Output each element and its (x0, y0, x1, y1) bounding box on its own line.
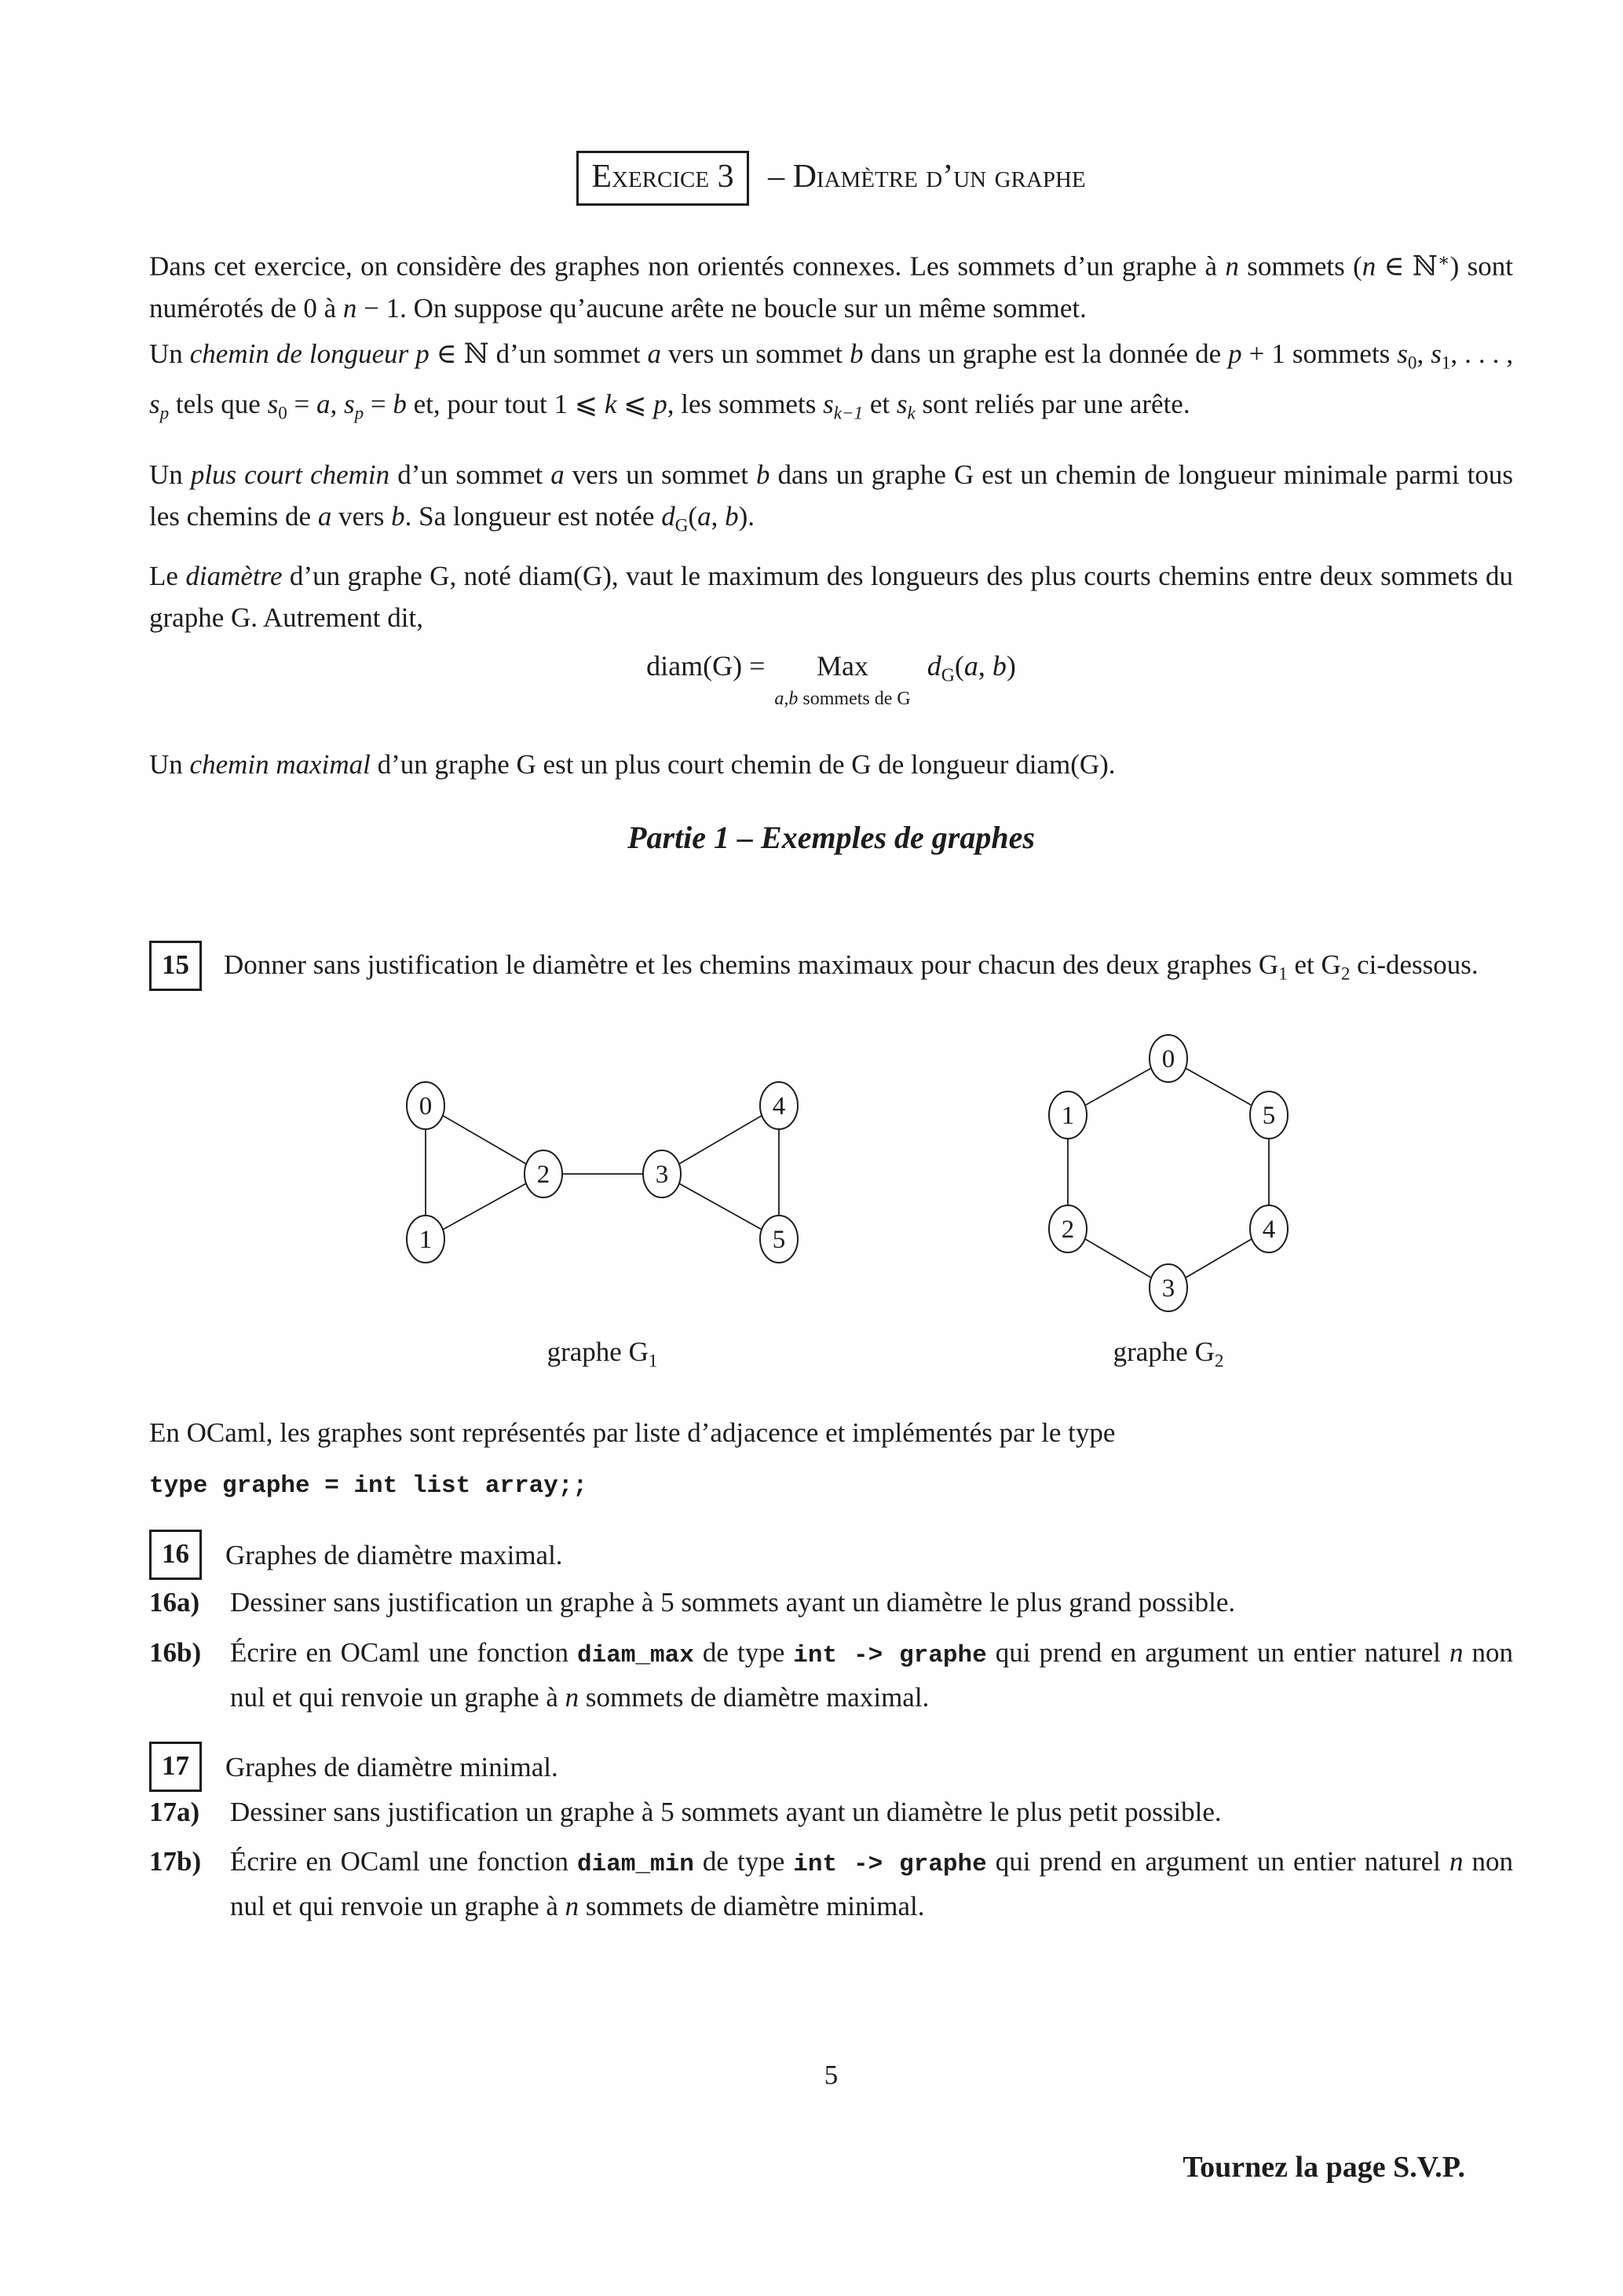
svg-text:1: 1 (419, 1226, 433, 1254)
item-17b-label: 17b) (149, 1846, 202, 1877)
svg-text:2: 2 (1061, 1216, 1075, 1244)
page-number: 5 (824, 2060, 839, 2090)
question-15 (149, 941, 1513, 994)
intro-paragraph-1: Dans cet exercice, on considère des graphes non orientés connexes. Les sommets d’un graphe à n sommets (n ∈ ℕ∗) sont numérotés de 0 à n − 1. On suppose qu’aucune arête ne boucle sur un même sommet. (149, 250, 1513, 324)
item-16b-text: Écrire en OCaml une fonction diam_max de type int -> graphe qui prend en argument un entier naturel n non nul et qui renvoie un graphe à n sommets de diamètre maximal. (230, 1637, 1513, 1713)
svg-text:0: 0 (1161, 1045, 1175, 1073)
page-title (149, 151, 1513, 206)
svg-text:0: 0 (419, 1092, 433, 1121)
max-operator: Max a,b sommets de G (774, 650, 911, 709)
caption-g1: graphe $G_1$ (546, 1336, 658, 1371)
question-15-box: 15 (149, 941, 202, 991)
exercise-title-text (768, 159, 1086, 195)
item-16a (149, 1581, 1513, 1623)
max-operator-subscript: a,b sommets de G (774, 689, 911, 709)
svg-text:3: 3 (1161, 1274, 1175, 1303)
svg-text:3: 3 (655, 1161, 669, 1189)
title-separator: – (768, 159, 785, 195)
formula-rhs: $d_G(a$, b) (927, 650, 1016, 686)
item-16a-label: 16a) (149, 1587, 200, 1618)
item-16b (149, 1632, 1513, 1718)
svg-text:2: 2 (536, 1161, 550, 1189)
turn-page-note: Tournez la page S.V.P. (1183, 2151, 1465, 2184)
question-15-text: Donner sans justification le diamètre et les chemins maximaux pour chacun des deux graphes $G_1$ et $G_2$ ci-dessous. (224, 949, 1479, 984)
exercise-number-box: Exercice 3 (576, 151, 748, 206)
item-17a-text: Dessiner sans justification un graphe à 5 sommets ayant un diamètre le plus petit possible. (230, 1797, 1222, 1827)
graph-figure-g2 (1047, 1034, 1289, 1324)
question-17-heading: Graphes de diamètre minimal. (225, 1751, 558, 1782)
ocaml-code-line: type graphe = int list array;; (149, 1472, 588, 1500)
intro-paragraph-3: Un plus court chemin d’un sommet a vers un sommet b dans un graphe G est un chemin de longueur minimale parmi tous les chemins de a vers b. Sa longueur est notée $d_G(a$, b). (149, 459, 1514, 536)
ocaml-note: En OCaml, les graphes sont représentés par liste d’adjacence et implémentés par le type (149, 1417, 1116, 1448)
title-heading: Diamètre d’un graphe (792, 159, 1086, 195)
svg-text:5: 5 (772, 1226, 786, 1254)
figures-band (149, 1013, 1513, 1390)
question-17-box: 17 (149, 1742, 202, 1792)
intro-paragraph-5: Un chemin maximal d’un graphe G est un plus court chemin de G de longueur diam(G). (149, 749, 1116, 780)
item-17a-label: 17a) (149, 1797, 200, 1827)
question-17-row (149, 1742, 1513, 1792)
svg-text:1: 1 (1061, 1102, 1075, 1130)
caption-g2: graphe $G_2$ (1113, 1336, 1224, 1371)
item-16b-label: 16b) (149, 1637, 202, 1668)
svg-text:5: 5 (1262, 1102, 1276, 1130)
graph-figure-g1 (405, 1081, 799, 1276)
diameter-formula (149, 644, 1513, 710)
intro-paragraph-4: Le diamètre d’un graphe G, noté diam(G), vaut le maximum des longueurs des plus courts chemins entre deux sommets du graphe G. Autrement dit, (149, 561, 1513, 633)
item-16a-text: Dessiner sans justification un graphe à 5 sommets ayant un diamètre le plus grand possible. (230, 1587, 1236, 1618)
part1-heading: Partie 1 – Exemples de graphes (627, 820, 1035, 855)
question-16-box: 16 (149, 1530, 202, 1580)
question-16-heading: Graphes de diamètre maximal. (225, 1539, 563, 1570)
svg-text:4: 4 (1262, 1216, 1276, 1244)
item-17a (149, 1791, 1513, 1833)
intro-paragraph-2: Un chemin de longueur p ∈ ℕ d’un sommet a vers un sommet b dans un graphe est la donnée de p + 1 sommets $s_0$, $s_1$, . . . , $s_p$ tels que $s_0 = a$, $s_p = b$ et, pour tout 1 ⩽ k ⩽ p, les sommets $s_{k-1}$ et $s_k$ sont reliés par une arête. (149, 338, 1514, 423)
formula-lhs: diam(G) = (646, 650, 766, 682)
item-17b (149, 1841, 1513, 1927)
item-17b-text: Écrire en OCaml une fonction diam_min de type int -> graphe qui prend en argument un entier naturel n non nul et qui renvoie un graphe à n sommets de diamètre minimal. (230, 1846, 1513, 1921)
question-16-row (149, 1530, 1513, 1580)
svg-text:4: 4 (772, 1092, 786, 1121)
